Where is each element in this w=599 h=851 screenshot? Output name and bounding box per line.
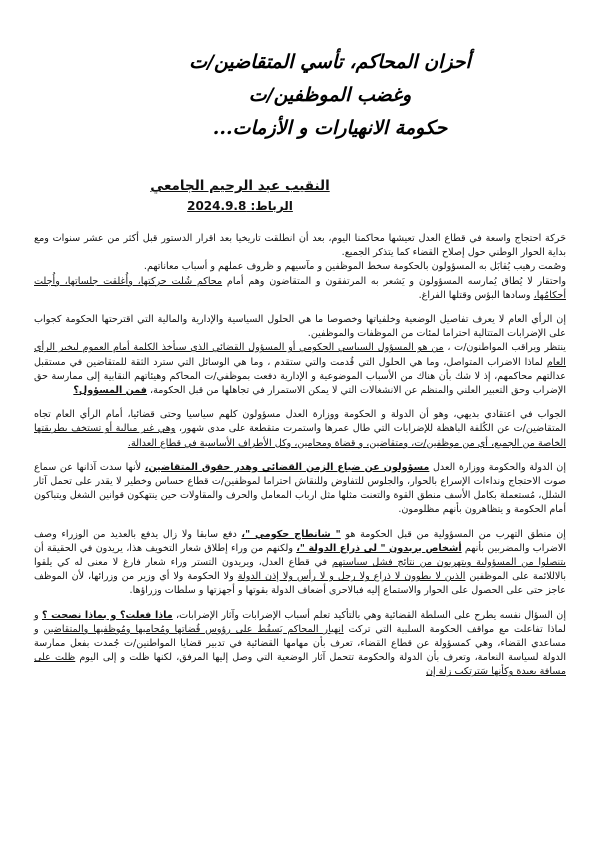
paragraph-2-text-3: لماذا الاضراب المتواصل، وما هي الحلول التي قُدمت والتي ستقدم ، وما هي الوسائل التي سترد الثقة للمتقاضين في مستقبل عدالتهم محاكمهم، إذ لا شك بأن هناك من الأسباب الموضوعية و الإدارية دفعت بموظفي/ت المحاكم وهيئاتهم النقابية إلى ممارسة حق الإضراب وحق التعبير العلني والمنظم عن الانشغالات التي لا يمكن الاستمرار في تجاهلها من قبل الحكومة، bbox=[34, 356, 566, 397]
paragraph-5-text-2: دفع سابقا ولا زال يدفع بالعديد من الوزراء وصف الاضراب والمضربين بأنهم bbox=[34, 528, 566, 554]
paragraph-6-text-1: إن السؤال نفسه يطرح على السلطة القضائية وهي بالتأكيد تعلم أسباب الإضرابات وآثار الإضرابات، bbox=[176, 609, 566, 621]
paragraph-5-underlined-1: أشخاص يريدون " لي ذراع الدولة "، bbox=[296, 542, 462, 554]
title-line-1: أحزان المحاكم، تأسي المتقاضين/ت bbox=[189, 51, 471, 73]
paragraph-1-text-4: وسادها البؤس وقتلها الفراغ. bbox=[418, 289, 531, 301]
paragraph-2 bbox=[34, 313, 566, 398]
paragraph-5-text-1: إن منطق التهرب من المسؤولية من قبل الحكومة هو bbox=[345, 528, 566, 540]
author-name: النقيب عبد الرحيم الجامعي bbox=[150, 178, 330, 194]
paragraph-1-text-2: وصُمت رهيب يُقابَل به المسؤولون بالحكومة سخط الموظفين و مآسيهم و ظروف عملهم و أسباب معاناتهم. bbox=[143, 261, 566, 273]
title-line-2: وغضب الموظفين/ت bbox=[248, 84, 412, 106]
paragraph-4 bbox=[34, 461, 566, 518]
paragraph-5-text-5: ولا الحكومة ولا أي وزير من وزرائها، لأن الموظف عاجز حتى على الحصول على الحوار والاستماع إليه فبالاحرى أضعاف الدولة بقوتها و أجهزتها و سلطات وزراؤها. bbox=[34, 571, 566, 597]
paragraph-4-text-2: لأنها سدت آذانها عن سماع صوت الاحتجاج ونداءات الإسراع بالحوار، والجلوس للتفاوض وللنقاش احتراما لموظفين/ت قطاع حساس وخطير لا يقدر على تحمل آثار الشلل، مُستعملة بكامل الأسف منطق القوة والتعنت مثلها مثل ارباب المعامل والحرف والمقاولات حين ينتهكون قوانين الشغل ويتباكون أمام الحكومة و يتظاهرون بأنهم مظلومون. bbox=[34, 461, 566, 516]
paragraph-2-underlined-1: من هو المسؤول السياسي الحكومي أو المسؤول القضائي الذي سيأخذ الكلمة أمام العموم ليخبر الرأي العام bbox=[34, 342, 566, 368]
paragraph-1-text-1: حَركة احتجاج واسعة في قطاع العدل تعيشها محاكمنا اليوم، بعد أن انطلقت تاريخيا بعد اقرار الدستور قبل أكثر من عشر سنوات ومع بداية الحوار الوطني حول إصلاح القضاء كما يتذكر الجميع. bbox=[34, 233, 566, 259]
article-body bbox=[34, 232, 566, 690]
paragraph-6-bold-question: ماذا فعلت؟ و بماذا نصحت ؟ bbox=[41, 609, 173, 621]
paragraph-2-bold-question: فمن المسؤول؟ bbox=[73, 385, 147, 397]
paragraph-1-underlined-1: محاكم شُلت حركتها، وأُغلقت جلساتها، وأُجلت أحكامُها، bbox=[34, 275, 566, 301]
paragraph-1-text-3: واحتقار لا يُطاق يُمارسه المسؤولون و يَشعر به المرتفقون و المتقاضون وهم أمام bbox=[226, 275, 566, 287]
paragraph-4-text-1: إن الدولة والحكومة ووزارة العدل bbox=[432, 461, 566, 473]
paragraph-5-underlined-3: الذين لا يطوون لا ذراع ولا رجل و لا رأس ولا إذن الدولة bbox=[237, 571, 466, 583]
paragraph-3-underlined-1: وهي غير مبالية أو تستخف بطريقتها الخاصة من الجميع، أي من موظفين/ت، ومتقاضين، و قضاة ومحامين، وكل الأطراف الأساسية في قطاع العدالة. bbox=[34, 423, 566, 449]
dateline: الرباط: 2024.9.8 bbox=[187, 199, 293, 213]
paragraph-6-underlined-2: ظلت على مسافة بعيدة وكأنها سَترتكب زلة إن bbox=[34, 652, 566, 678]
paragraph-6 bbox=[34, 609, 566, 680]
title-line-3: حكومة الانهيارات و الأزمات... bbox=[212, 117, 448, 139]
paragraph-5-text-3: ولكنهم من وراء إطلاق شعار التخويف هذا، يريدون في الحقيقة أن bbox=[34, 542, 293, 554]
article-title bbox=[180, 46, 480, 145]
paragraph-1 bbox=[34, 232, 566, 303]
paragraph-3 bbox=[34, 408, 566, 451]
paragraph-5-text-4: في قطاع العدل، ويريدون التستر وراء شعار فارغ لا معنى له كي يلقوا بالاللائمة على الموظفين bbox=[34, 557, 566, 583]
paragraph-2-text-1: إن الرأي العام لا يعرف تفاصيل الوضعية وخلفياتها وخصوصا ما هي الحلول السياسية والإدارية والمالية التي اقترحتها الحكومة كجواب على الإضرابات المتتالية احتراما لمئات من الموظفات والموظفين. bbox=[34, 314, 566, 340]
paragraph-5-underlined-2: يتنصلوا من المسؤولية ويتهربون من نتائج فشل سياستهم bbox=[331, 557, 566, 569]
paragraph-6-text-2: و لماذا تفاعلت مع مواقف الحكومة السلبية التي تركت bbox=[34, 609, 566, 635]
paragraph-6-text-3: و مساعدي القضاء، وهي كمسؤولة عن قطاع القضاء، تعرف بأن مهامها القضائية في تدبير قضايا المواطنين/ت جُمدت بفعل ممارسة الدولة لسياسة النعامة، وتعرف بأن الدولة والحكومة تتحمل آثار الوضعية التي وصل إليها المرفق، لكنها ظلت و إلى اليوم bbox=[34, 623, 566, 664]
paragraph-3-text-1: الجواب في اعتقادي بديهي، وهو أن الدولة و الحكومة ووزارة العدل مسؤولون كلهم سياسيا وحتى قضائيا، أمام الرأي العام تجاه المتقاضين/ت عن الكُلفة الباهظة للإضرابات التي طال عمرها واستمرت متقطعة على مدى شهور، bbox=[34, 409, 566, 435]
paragraph-5-bold-1: " شانطاج حكومي "، bbox=[241, 528, 341, 540]
paragraph-2-text-2: ينتظر ويراقب المواطنون/ت ، bbox=[447, 342, 566, 354]
paragraph-4-bold-1: مسؤولون عن ضياع الزمن القضائي وهدر حقوق المتقاضين، bbox=[144, 461, 430, 473]
paragraph-6-underlined-1: انهيار المحاكم يَسقُط على رؤوس قُضاتها ومُحاميها ومُوظفيها والمتقاضين bbox=[43, 623, 344, 635]
paragraph-5 bbox=[34, 528, 566, 599]
